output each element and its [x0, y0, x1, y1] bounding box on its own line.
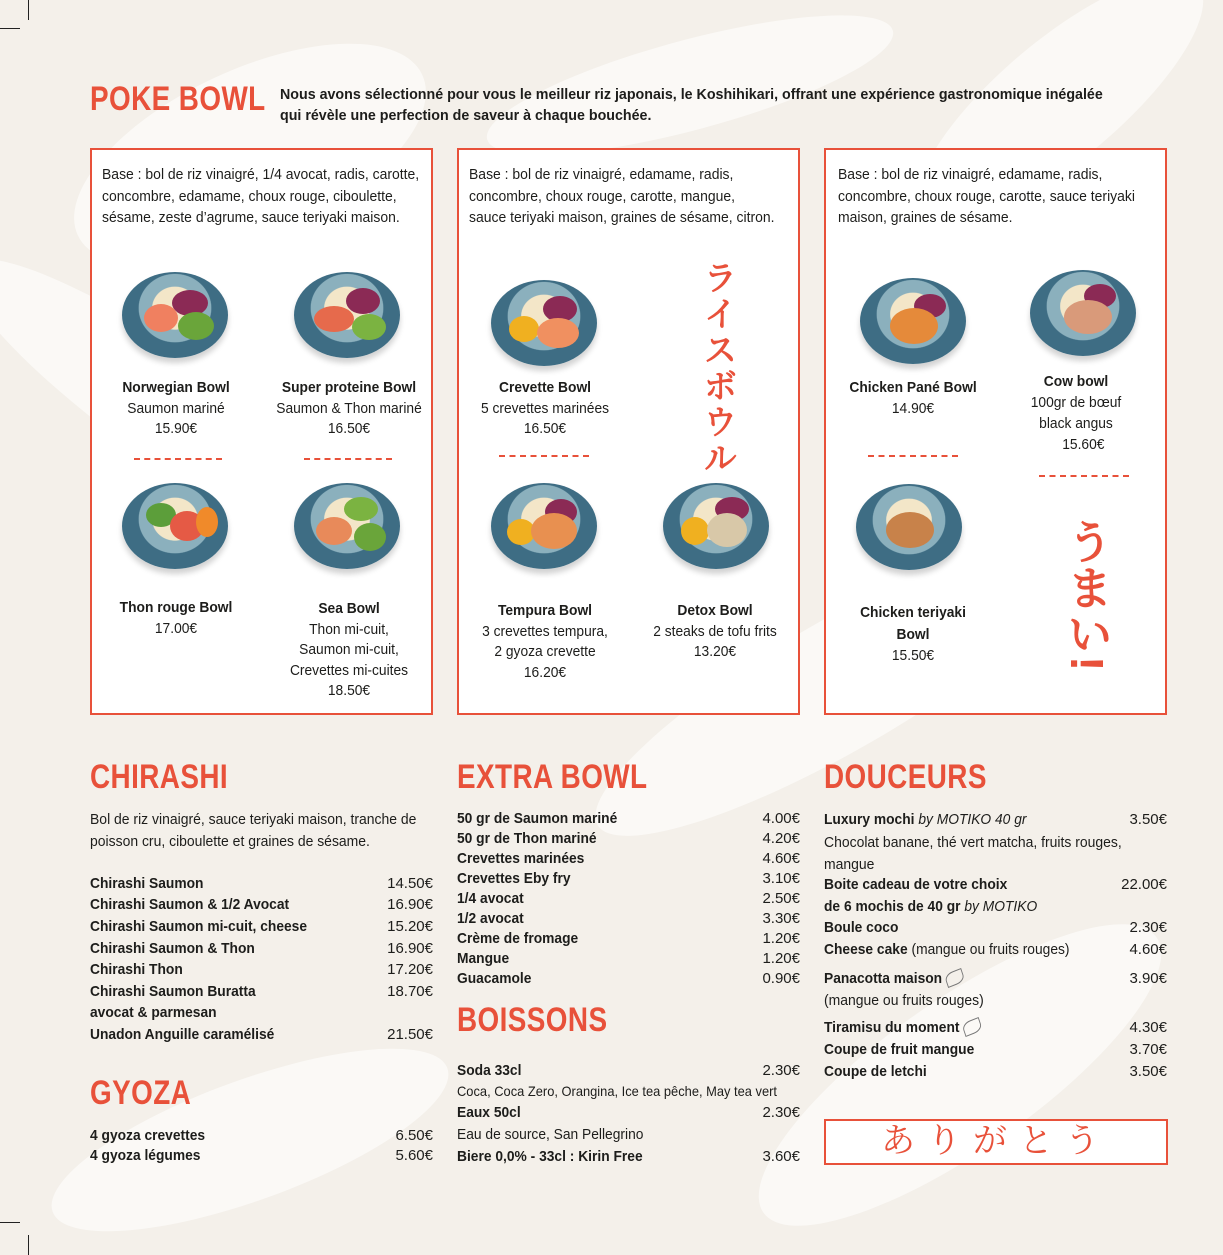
dashed-divider: [1039, 475, 1129, 477]
dashed-divider: [134, 458, 222, 460]
row-subtext: Chocolat banane, thé vert matcha, fruits rouges,: [824, 834, 1122, 851]
menu-row: [457, 1104, 800, 1121]
menu-item-super-proteine-bowl: [273, 378, 426, 440]
menu-row: [90, 983, 433, 1000]
chirashi-description: Bol de riz vinaigré, sauce teriyaki maison, tranche de poisson cru, ciboulette et graines de sésame.: [90, 811, 417, 850]
row-price: 17.20€: [387, 961, 433, 978]
row-subtext: Eau de source, San Pellegrino: [457, 1126, 644, 1143]
row-name: Biere 0,0% - 33cl : Kirin Free: [457, 1148, 643, 1165]
gyoza-title: GYOZA: [90, 1074, 192, 1112]
menu-row: [824, 811, 1167, 828]
row-name: Chirashi Saumon mi-cuit, cheese: [90, 918, 308, 935]
menu-row: [457, 890, 800, 907]
bowl-photo: [856, 484, 962, 570]
item-description: 2 gyoza crevette: [494, 643, 596, 660]
row-price: 15.20€: [387, 918, 433, 935]
poke-bowl-title: POKE BOWL: [90, 80, 266, 118]
menu-row: [824, 1041, 1167, 1058]
menu-row: [457, 1062, 800, 1079]
crop-mark: [28, 1235, 29, 1255]
row-price: 4.60€: [762, 850, 800, 867]
item-description: Saumon & Thon mariné: [276, 399, 422, 417]
menu-row: [457, 870, 800, 887]
menu-row: [457, 930, 800, 947]
item-description: black angus: [1039, 415, 1113, 432]
row-name: 1/2 avocat: [457, 910, 524, 927]
item-price: 17.00€: [154, 619, 198, 637]
item-price: 15.60€: [1062, 436, 1105, 453]
item-price: 14.90€: [891, 399, 935, 417]
row-brand: by MOTIKO: [964, 898, 1038, 915]
item-price: 15.50€: [891, 647, 935, 664]
row-name-text: Panacotta maison: [824, 970, 943, 987]
poke-bowl-intro: Nous avons sélectionné pour vous le meilleur riz japonais, le Koshihikari, offrant une expérience gastronomique inégalée qui révèle une perfection de saveur à chaque bouchée.: [280, 86, 1103, 124]
row-price: 4.30€: [1129, 1019, 1167, 1036]
row-name: [824, 941, 1069, 958]
menu-item-thon-rouge-bowl: [112, 598, 241, 639]
item-description: Saumon mi-cuit,: [299, 641, 399, 658]
row-name: 4 gyoza crevettes: [90, 1127, 206, 1144]
menu-row: [90, 875, 433, 892]
menu-row: [457, 910, 800, 927]
crop-mark: [28, 0, 29, 20]
japanese-vertical-text: ライスボウル: [698, 260, 736, 476]
row-price: 1.20€: [762, 950, 800, 967]
row-name: Chirashi Saumon & Thon: [90, 940, 255, 957]
row-price: 6.50€: [395, 1127, 433, 1144]
row-price: 21.50€: [387, 1026, 433, 1043]
row-name: [824, 811, 1026, 828]
dashed-divider: [499, 455, 589, 457]
row-name: Guacamole: [457, 970, 532, 987]
item-name: Super proteine Bowl: [281, 379, 417, 396]
menu-row: [824, 970, 1167, 987]
japanese-vertical-text: うまい!: [1061, 518, 1113, 672]
row-name: Chirashi Saumon Buratta: [90, 983, 256, 1000]
row-subtext: (mangue ou fruits rouges): [824, 992, 984, 1009]
row-name: Eaux 50cl: [457, 1104, 521, 1121]
poke-box-3: [824, 148, 1167, 715]
bowl-photo: [1030, 270, 1136, 356]
row-price: 3.50€: [1129, 1063, 1167, 1080]
row-name-text: de 6 mochis de 40 gr: [824, 898, 961, 915]
item-description: 2 steaks de tofu frits: [653, 622, 777, 640]
menu-row: [824, 941, 1167, 958]
row-price: 16.90€: [387, 896, 433, 913]
bowl-photo: [491, 280, 597, 366]
row-price: 4.60€: [1129, 941, 1167, 958]
menu-row: [824, 1019, 1167, 1036]
item-description: 3 crevettes tempura,: [482, 622, 608, 640]
extra-bowl-title: EXTRA BOWL: [457, 758, 648, 796]
menu-row: [457, 810, 800, 827]
item-name: Cow bowl: [1043, 373, 1109, 390]
row-price: 2.30€: [762, 1104, 800, 1121]
bowl-photo: [294, 483, 400, 569]
menu-row: [90, 1127, 433, 1144]
row-price: 16.90€: [387, 940, 433, 957]
menu-row: [90, 1004, 433, 1021]
item-name: Sea Bowl: [318, 600, 380, 617]
menu-row: [457, 850, 800, 867]
menu-row: [824, 1063, 1167, 1080]
bowl-photo: [122, 483, 228, 569]
row-price: 22.00€: [1121, 876, 1167, 893]
item-name: Crevette Bowl: [498, 379, 592, 396]
row-price: 3.60€: [762, 1148, 800, 1165]
row-name: Coupe de fruit mangue: [824, 1041, 975, 1058]
item-price: 15.90€: [154, 420, 198, 437]
row-price: 3.30€: [762, 910, 800, 927]
row-price: 4.20€: [762, 830, 800, 847]
row-detail: (mangue ou fruits rouges): [911, 941, 1070, 958]
item-price: 13.20€: [693, 643, 737, 660]
menu-item-cow-bowl: [1015, 371, 1136, 455]
bowl-photo: [294, 272, 400, 358]
row-name: 1/4 avocat: [457, 890, 524, 907]
menu-row: [90, 940, 433, 957]
item-description: 5 crevettes marinées: [480, 399, 610, 417]
item-name: Thon rouge Bowl: [119, 599, 233, 616]
row-name: [824, 898, 1037, 915]
row-name: Mangue: [457, 950, 510, 967]
row-name: 50 gr de Saumon mariné: [457, 810, 618, 827]
row-brand: by MOTIKO 40 gr: [918, 811, 1027, 828]
bowl-photo: [663, 483, 769, 569]
row-price: 4.00€: [762, 810, 800, 827]
row-name: [824, 970, 964, 987]
row-name: 50 gr de Thon mariné: [457, 830, 597, 847]
boissons-title: BOISSONS: [457, 1001, 608, 1039]
row-name: Crevettes marinées: [457, 850, 585, 867]
row-price: 14.50€: [387, 875, 433, 892]
item-name: Bowl: [896, 625, 930, 643]
dashed-divider: [868, 455, 958, 457]
menu-row: [90, 1147, 433, 1164]
item-name: Tempura Bowl: [497, 602, 593, 619]
menu-item-detox-bowl: [641, 601, 788, 663]
homemade-leaf-icon: [962, 1017, 984, 1037]
box-base-description: Base : bol de riz vinaigré, edamame, radis, concombre, choux rouge, carotte, sauce teriyaki maison, graines de sésame.: [838, 166, 1135, 226]
row-price: 1.20€: [762, 930, 800, 947]
row-price: 3.90€: [1129, 970, 1167, 987]
item-name: Chicken teriyaki: [860, 604, 966, 621]
crop-mark: [0, 28, 20, 29]
row-name: Coupe de letchi: [824, 1063, 927, 1080]
douceurs-title: DOUCEURS: [824, 758, 987, 796]
row-price: 2.30€: [762, 1062, 800, 1079]
menu-item-chicken-teriyaki-bowl: [838, 602, 987, 667]
row-name: Unadon Anguille caramélisé: [90, 1026, 275, 1043]
row-price: 18.70€: [387, 983, 433, 1000]
item-description: Thon mi-cuit,: [309, 620, 389, 638]
row-subtext: mangue: [824, 856, 875, 873]
row-name: avocat & parmesan: [90, 1004, 217, 1021]
menu-row: [90, 961, 433, 978]
menu-item-norwegian-bowl: [112, 378, 241, 440]
row-name-text: Luxury mochi: [824, 811, 915, 828]
box-base-description: Base : bol de riz vinaigré, edamame, radis, concombre, choux rouge, carotte, mangue, sauce teriyaki maison, graines de sésame, citron.: [469, 166, 775, 226]
box-base-description: Base : bol de riz vinaigré, 1/4 avocat, radis, carotte, concombre, edamame, choux rouge, ciboulette, sésame, zeste d’agrume, sauce teriyaki maison.: [102, 166, 420, 226]
menu-row: [90, 896, 433, 913]
row-name-text: Cheese cake: [824, 941, 908, 958]
row-price: 2.50€: [762, 890, 800, 907]
item-description: Saumon mariné: [127, 399, 225, 417]
crop-mark: [0, 1222, 20, 1223]
row-subtext: Coca, Coca Zero, Orangina, Ice tea pêche, May tea vert: [457, 1083, 778, 1099]
row-name: Chirashi Saumon & 1/2 Avocat: [90, 896, 290, 913]
row-name: Chirashi Thon: [90, 961, 183, 978]
row-price: 3.50€: [1129, 811, 1167, 828]
item-name: Detox Bowl: [677, 602, 753, 619]
item-price: 16.20€: [523, 663, 567, 681]
item-price: 16.50€: [327, 420, 371, 437]
menu-row: [457, 1148, 800, 1165]
item-description: 100gr de bœuf: [1030, 394, 1122, 411]
menu-row: [824, 876, 1167, 893]
menu-row: [824, 919, 1167, 936]
poke-box-2: [457, 148, 800, 715]
arigato-banner: ありがとう: [824, 1119, 1168, 1165]
item-name: Norwegian Bowl: [122, 379, 230, 396]
bowl-photo: [491, 483, 597, 569]
menu-row: [457, 830, 800, 847]
item-name: Chicken Pané Bowl: [849, 379, 977, 396]
row-name: Soda 33cl: [457, 1062, 522, 1079]
menu-item-crevette-bowl: [471, 378, 618, 440]
poke-box-1: [90, 148, 433, 715]
menu-row: [457, 970, 800, 987]
row-price: 2.30€: [1129, 919, 1167, 936]
homemade-leaf-icon: [944, 968, 966, 988]
menu-item-chicken-pane-bowl: [838, 378, 987, 419]
row-name: 4 gyoza légumes: [90, 1147, 201, 1164]
bowl-photo: [122, 272, 228, 358]
row-name: Chirashi Saumon: [90, 875, 204, 892]
row-name: Crème de fromage: [457, 930, 579, 947]
menu-row: [90, 1026, 433, 1043]
menu-item-sea-bowl: [273, 599, 426, 702]
item-price: 18.50€: [327, 682, 371, 699]
menu-row: [824, 898, 1167, 915]
menu-item-tempura-bowl: [471, 601, 618, 683]
chirashi-title: CHIRASHI: [90, 758, 229, 796]
menu-row: [457, 950, 800, 967]
row-name: Crevettes Eby fry: [457, 870, 571, 887]
dashed-divider: [304, 458, 392, 460]
item-price: 16.50€: [523, 420, 567, 437]
row-price: 5.60€: [395, 1147, 433, 1164]
row-name: [824, 1019, 982, 1036]
row-name-text: Tiramisu du moment: [824, 1019, 960, 1036]
row-price: 0.90€: [762, 970, 800, 987]
bowl-photo: [860, 278, 966, 364]
item-description: Crevettes mi-cuites: [289, 661, 409, 679]
row-price: 3.70€: [1129, 1041, 1167, 1058]
row-price: 3.10€: [762, 870, 800, 887]
row-name: Boite cadeau de votre choix: [824, 876, 1008, 893]
row-name: Boule coco: [824, 919, 899, 936]
menu-row: [90, 918, 433, 935]
